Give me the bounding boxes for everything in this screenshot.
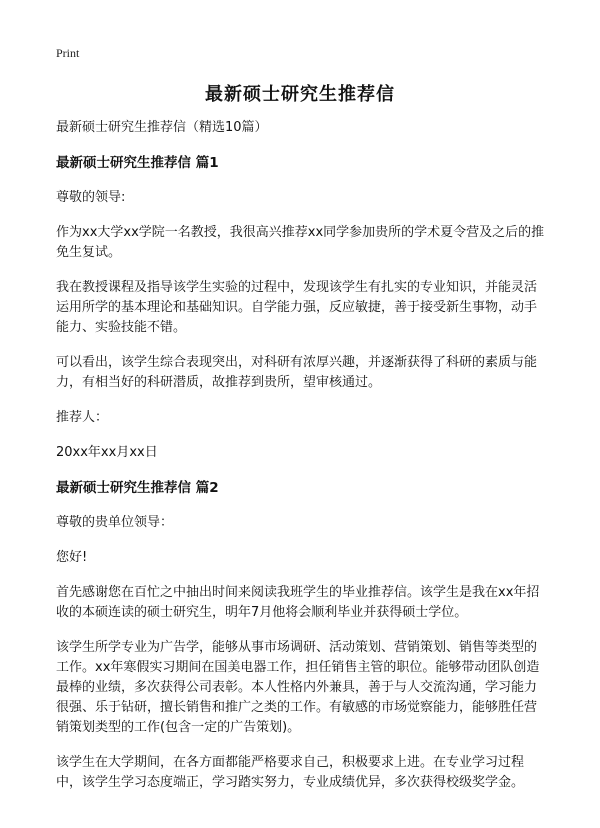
- page-title: 最新硕士研究生推荐信: [205, 84, 395, 105]
- section-1-heading: 最新硕士研究生推荐信 篇1: [56, 155, 219, 171]
- section-1-date: 20xx年xx月xx日: [56, 445, 158, 460]
- section-1-paragraph-2: 我在教授课程及指导该学生实验的过程中，发现该学生有扎实的专业知识，并能灵活运用所学的基本理论和基础知识。自学能力强，反应敏捷，善于接受新生事物，动手能力、实验技能不错。: [56, 280, 538, 335]
- section-2-paragraph-1: 首先感谢您在百忙之中抽出时间来阅读我班学生的毕业推荐信。该学生是我在xx年招收的本硕连读的硕士研究生，明年7月他将会顺利毕业并获得硕士学位。: [56, 585, 540, 620]
- print-label[interactable]: Print: [56, 46, 80, 60]
- section-2-greeting: 尊敬的贵单位领导：: [56, 515, 174, 530]
- section-1-recommender: 推荐人：: [56, 410, 109, 425]
- section-2-paragraph-3: 该学生在大学期间，在各方面都能严格要求自己，积极要求上进。在专业学习过程中，该学生学习态度端正，学习踏实努力，专业成绩优异，多次获得校级奖学金。: [56, 755, 525, 790]
- section-1-paragraph-1: 作为xx大学xx学院一名教授，我很高兴推荐xx同学参加贵所的学术夏令营及之后的推免生复试。: [56, 225, 545, 260]
- document-subtitle: 最新硕士研究生推荐信（精选10篇）: [56, 120, 268, 135]
- section-2-paragraph-2: 该学生所学专业为广告学，能够从事市场调研、活动策划、营销策划、销售等类型的工作。xx年寒假实习期间在国美电器工作，担任销售主管的职位。能够带动团队创造最棒的业绩，多次获得公司表彰。本人性格内外兼具，善于与人交流沟通，学习能力很强、乐于钻研，擅长销售和推广之类的工作。有敏感的市场觉察能力，能够胜任营销策划类型的工作(包含一定的广告策划)。: [56, 640, 540, 735]
- section-2-heading: 最新硕士研究生推荐信 篇2: [56, 480, 219, 496]
- document-body: [56, 118, 548, 808]
- section-1-paragraph-3: 可以看出，该学生综合表现突出，对科研有浓厚兴趣，并逐渐获得了科研的素质与能力，有相当好的科研潜质，故推荐到贵所，望审核通过。: [56, 355, 538, 390]
- section-1-greeting: 尊敬的领导:: [56, 190, 126, 205]
- section-2-hello: 您好!: [56, 550, 88, 565]
